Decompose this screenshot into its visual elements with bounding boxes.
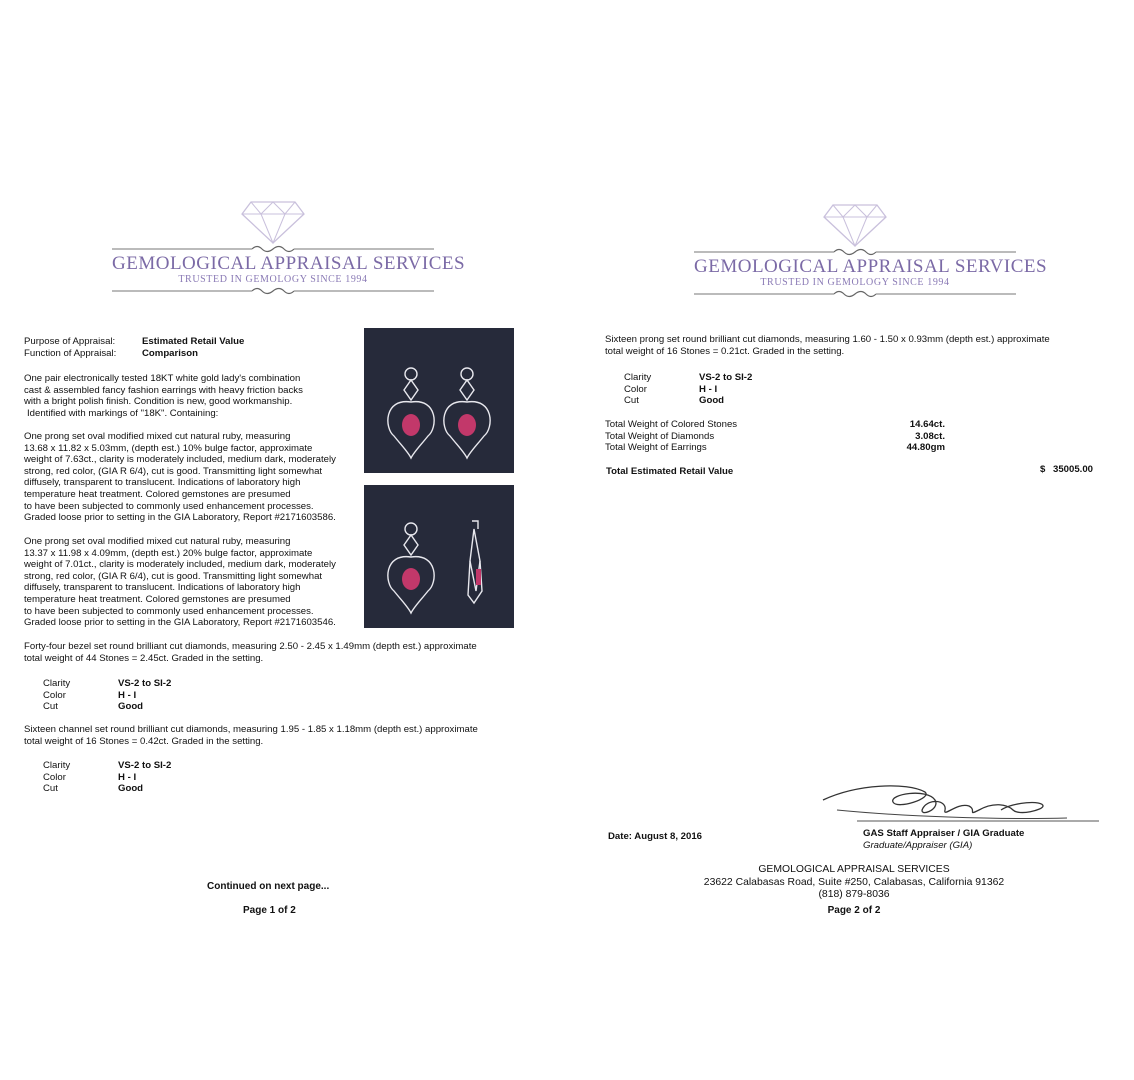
diamond-logo-icon [241, 200, 305, 244]
ruby-right-icon [458, 414, 476, 436]
signer-title: GAS Staff Appraiser / GIA Graduate [863, 828, 1025, 839]
appraisal-page-2 [567, 0, 1134, 1080]
function-value: Comparison [142, 348, 198, 359]
grade-2-table: Clarity VS-2 to SI-2 Color H - I Cut Good [43, 760, 172, 795]
brand-tagline-2: TRUSTED IN GEMOLOGY SINCE 1994 [760, 277, 950, 288]
retail-currency: $ [1040, 464, 1046, 475]
ruby-side-icon [476, 569, 481, 585]
diamond-logo-icon [823, 203, 887, 247]
signature-icon [817, 780, 1102, 828]
grade-3-table: Clarity VS-2 to SI-2 Color H - I Cut Good [624, 372, 753, 407]
ruby-left-icon [402, 414, 420, 436]
function-label: Function of Appraisal: [24, 348, 117, 359]
totals-table: Total Weight of Colored Stones 14.64ct. Total Weight of Diamonds 3.08ct. Total Weight of Earrings 44.80gm [605, 419, 945, 454]
earring-photo-front [364, 328, 514, 473]
grade-1-table: Clarity VS-2 to SI-2 Color H - I Cut Good [43, 678, 172, 713]
ornament-bottom-icon [112, 285, 434, 297]
purpose-label: Purpose of Appraisal: [24, 336, 116, 347]
diamonds-3-description: Sixteen prong set round brilliant cut diamonds, measuring 1.60 - 1.50 x 0.93mm (depth est.) approximate total weight of 16 Stones = 0.21ct. Graded in the setting. [605, 334, 1050, 357]
appraisal-date: Date: August 8, 2016 [608, 831, 703, 842]
signer-subtitle: Graduate/Appraiser (GIA) [863, 840, 973, 851]
diamonds-1-description: Forty-four bezel set round brilliant cut diamonds, measuring 2.50 - 2.45 x 1.49mm (depth est.) approximate total weight of 44 Stones = 2.45ct. Graded in the setting. [24, 641, 477, 664]
brand-tagline: TRUSTED IN GEMOLOGY SINCE 1994 [178, 274, 368, 285]
retail-value-label: Total Estimated Retail Value [606, 466, 734, 477]
footer-phone: (818) 879-8036 [818, 889, 890, 900]
footer-address: 23622 Calabasas Road, Suite #250, Calabasas, California 91362 [703, 877, 1005, 888]
ruby-2-description: One prong set oval modified mixed cut natural ruby, measuring 13.37 x 11.98 x 4.09mm, (depth est.) 20% bulge factor, approximate weight of 7.01ct., clarity is moderately included, medium dark, moderately strong, red color, (GIA R 6/4), cut is good. Transmitting light somewhat diffusely, transparent to translucent. Indications of laboratory high temperature heat treatment. Colored gemstones are presumed to have been subjected to commonly used enhancement processes. Graded loose prior to setting in the GIA Laboratory, Report #2171603546. [24, 536, 336, 629]
ornament-bottom-icon [694, 288, 1016, 300]
company-logo [112, 200, 466, 297]
company-logo-2 [694, 203, 1048, 300]
ruby-front-icon [402, 568, 420, 590]
footer-company: GEMOLOGICAL APPRAISAL SERVICES [758, 864, 950, 875]
page-number-2: Page 2 of 2 [827, 905, 881, 916]
item-description: One pair electronically tested 18KT white gold lady's combination cast & assembled fancy fashion earrings with heavy friction backs with a bright polish finish. Condition is new, good workmanship. Identified with markings of "18K". Containing: [24, 373, 303, 419]
ruby-1-description: One prong set oval modified mixed cut natural ruby, measuring 13.68 x 11.82 x 5.03mm, (depth est.) 10% bulge factor, approximate weight of 7.63ct., clarity is moderately included, medium dark, moderately strong, red color, (GIA R 6/4), cut is good. Transmitting light somewhat diffusely, transparent to translucent. Indications of laboratory high temperature heat treatment. Colored gemstones are presumed to have been subjected to commonly used enhancement processes. Graded loose prior to setting in the GIA Laboratory, Report #2171603586. [24, 431, 336, 524]
purpose-value: Estimated Retail Value [142, 336, 245, 347]
retail-value: 35005.00 [1053, 464, 1094, 475]
diamonds-2-description: Sixteen channel set round brilliant cut diamonds, measuring 1.95 - 1.85 x 1.18mm (depth est.) approximate total weight of 16 Stones = 0.42ct. Graded in the setting. [24, 724, 478, 747]
brand-name: GEMOLOGICAL APPRAISAL SERVICES [112, 253, 466, 274]
earring-photo-side [364, 485, 514, 628]
brand-name-2: GEMOLOGICAL APPRAISAL SERVICES [694, 256, 1048, 277]
continued-note: Continued on next page... [207, 881, 330, 892]
page-number-1: Page 1 of 2 [243, 905, 296, 916]
